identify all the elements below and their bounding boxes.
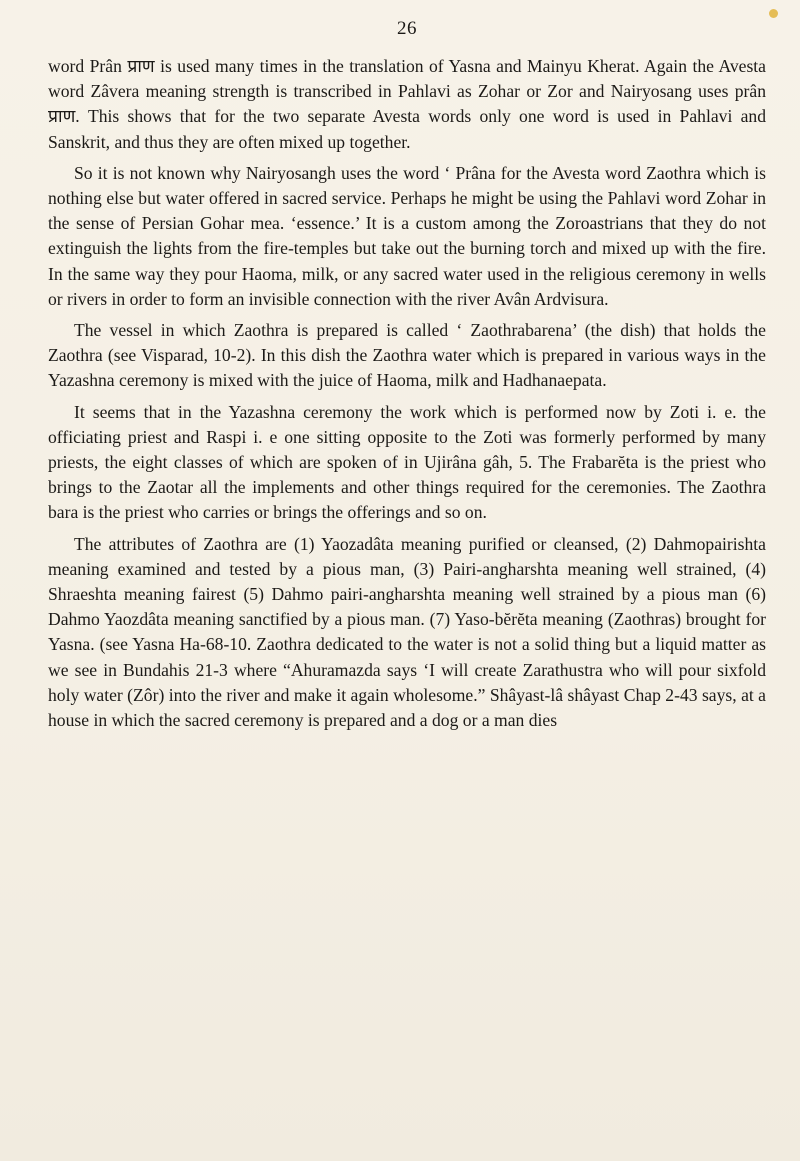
page-number: 26 bbox=[397, 18, 417, 39]
paragraph-1: word Prân प्राण is used many times in the translation of Yasna and Mainyu Kherat. Again the Avesta word Zâvera meaning strength is transcribed in Pahlavi as Zohar or Zor and Nairyosang uses prân प्राण. This shows that for the two separate Avesta words only one word is used in Pahlavi and Sanskrit, and thus they are often mixed up together. bbox=[48, 56, 766, 152]
paragraph-3: The vessel in which Zaothra is prepared is called ‘ Zaothrabarena’ (the dish) that holds the Zaothra (see Visparad, 10-2). In this dish the Zaothra water which is prepared in various ways in the Yazashna ceremony is mixed with the juice of Haoma, milk and Hadhanaepata. bbox=[48, 320, 766, 391]
paragraph-4: It seems that in the Yazashna ceremony the work which is performed now by Zoti i. e. the officiating priest and Raspi i. e one sitting opposite to the Zoti was formerly performed by many priests, the eight classes of which are spoken of in Ujirâna gâh, 5. The Frabarĕta is the priest who brings to the Zaotar all the implements and other things required for the ceremonies. The Zaothra bara is the priest who carries or brings the offerings and so on. bbox=[48, 401, 766, 523]
paragraph-2: So it is not known why Nairyosangh uses the word ‘ Prâna for the Avesta word Zaothra which is nothing else but water offered in sacred service. Perhaps he might be using the Pahlavi word Zohar in the sense of Persian Gohar mea. ‘essence.’ It is a custom among the Zoroastrians that they do not extinguish the lights from the fire-temples but take out the burning torch and mixed up with the fire. In the same way they pour Haoma, milk, or any sacred water used in the religious ceremony in wells or rivers in order to form an invisible connection with the river Avân Ardvisura. bbox=[48, 162, 766, 309]
paragraph-5: The attributes of Zaothra are (1) Yaozadâta meaning purified or cleansed, (2) Dahmopairishta meaning examined and tested by a pious man, (3) Pairi-angharshta meaning well strained, (4) Shraeshta meaning fairest (5) Dahmo pairi-angharshta meaning well strained by a pious man (6) Dahmo Yaozdâta meaning sanctified by a pious man. (7) Yaso-bĕrĕta meaning (Zaothras) brought for Yasna. (see Yasna Ha-68-10. Zaothra dedicated to the water is not a solid thing but a liquid matter as we see in Bundahis 21-3 where “Ahuramazda says ‘I will create Zarathustra who will pour sixfold holy water (Zôr) into the river and make it again wholesome.” Shâyast-lâ shâyast Chap 2-43 says, at a house in which the sacred ceremony is prepared and a dog or a man dies bbox=[48, 533, 766, 731]
ink-spot bbox=[769, 9, 778, 18]
